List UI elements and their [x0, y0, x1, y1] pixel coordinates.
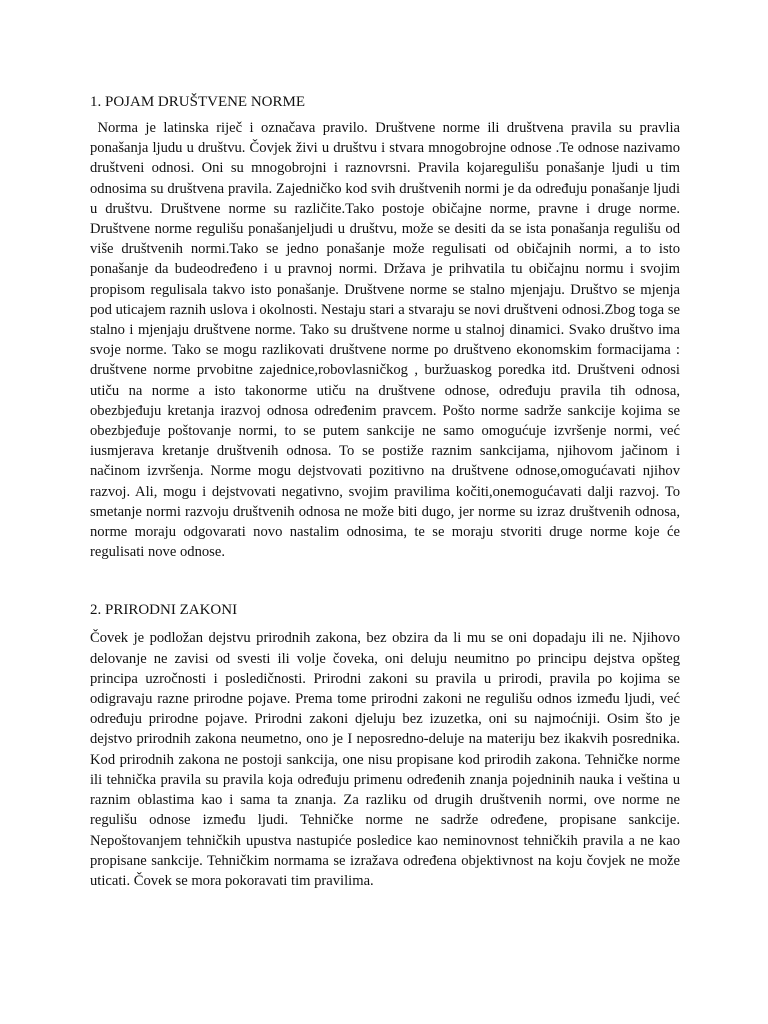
document-page	[90, 92, 680, 891]
section-prirodni-zakoni	[90, 600, 680, 891]
section-paragraph: Čovek je podložan dejstvu prirodnih zakona, bez obzira da li mu se oni dopadaju ili ne. Njihovo delovanje ne zavisi od svesti ili volje čoveka, oni deluju neumitno po principu dejstva opšteg principa uzročnosti i posledičnosti. Prirodni zakoni su pravila u prirodi, pravila po kojima se odigravaju razne prirodne pojave. Prema tome prirodni zakoni ne regulišu odnos između ljudi, već određuju prirodne pojave. Prirodni zakoni djeluju bez izuzetka, oni su najmoćniji. Osim što je dejstvo prirodnih zakona neumetno, ono je I neposredno-deluje na materiju bez ikakvih posrednika. Kod prirodnih zakona ne postoji sankcija, one nisu propisane kod prirodih zakona. Tehničke norme ili tehnička pravila su pravila koja određuju primenu određenih znanja pojedninih nauka i veština u raznim oblastima kao i sama ta znanja. Za razliku od drugih društvenih normi, ove norme ne regulišu odnose između ljudi. Tehničke norme ne sadrže određene, propisane sankcije. Nepoštovanjem tehničkih upustva nastupiće posledice kao neminovnost tehničkih pravila a ne kao propisane sankcije. Tehničkim normama se izražava određena objektivnost na koju čovjek ne može uticati. Čovek se mora pokoravati tim pravilima.	[90, 630, 680, 889]
section-heading: 2. PRIRODNI ZAKONI	[90, 602, 238, 619]
section-heading: 1. POJAM DRUŠTVENE NORME	[90, 94, 306, 110]
section-pojam-drustvene-norme	[90, 92, 680, 562]
section-paragraph: Norma je latinska riječ i označava pravilo. Društvene norme ili društvena pravila su pravlia ponašanja ljudu u društvu. Čovjek živi u društvu i stvara mnogobrojne odnose .Te odnose nazivamo društveni odnosi. Oni su mnogobrojni i raznovrsni. Pravila kojaregulišu ponašanje ljudi u tim odnosima su društvena pravila. Zajedničko kod svih društvenih normi je da određuju ponašanje ljudi u društvu. Društvene norme su različite.Tako postoje običajne norme, pravne i druge norme. Društvene norme regulišu ponašanjeljudi u društvu, može se desiti da se ista ponašanja regulišu od više društvenih normi.Tako se jedno ponašanje može regulisati od običajnih normi, a to isto ponašanje da budeodređeno i u pravnoj normi. Država je prihvatila tu običajnu normu i svojim propisom regulisala takvo isto ponašanje. Društvene norme se stalno mjenjaju. Društvo se mjenja pod uticajem raznih uslova i okolnosti. Nestaju stari a stvaraju se novi društveni odnosi.Zbog toga se stalno i mjenjaju društvene norme. Tako su društvene norme u stalnoj dinamici. Svako društvo ima svoje norme. Tako se mogu razlikovati društvene norme po društveno ekonomskim formacijama : društvene norme prvobitne zajednice,robovlasničkog , buržuaskog poredka itd. Društveni odnosi utiču na norme a isto takonorme utiču na društvene odnose, određuju pravila tih odnosa, obezbjeđuju kretanja irazvoj odnosa određenim pravcem. Pošto norme sadrže sankcije kojima se obezbjeđuje poštovanje normi, to se putem sankcije ne samo omogućuje izvršenje normi, već iusmjerava kretanje društvenih odnosa. To se postiže raznim sankcijama, njihovom jačinom i načinom izvršenja. Norme mogu dejstvovati pozitivno na društvene odnose,omogućavati njihov razvoj. Ali, mogu i dejstvovati negativno, svojim pravilima kočiti,onemogućavati dalji razvoj. To smetanje normi razvoju društvenih odnosa ne može biti dugo, jer norme su izraz društvenih odnosa, norme moraju odgovarati novo nastalim odnosima, te se moraju stvoriti druge norme koje će regulisati nove odnose.	[90, 120, 680, 561]
